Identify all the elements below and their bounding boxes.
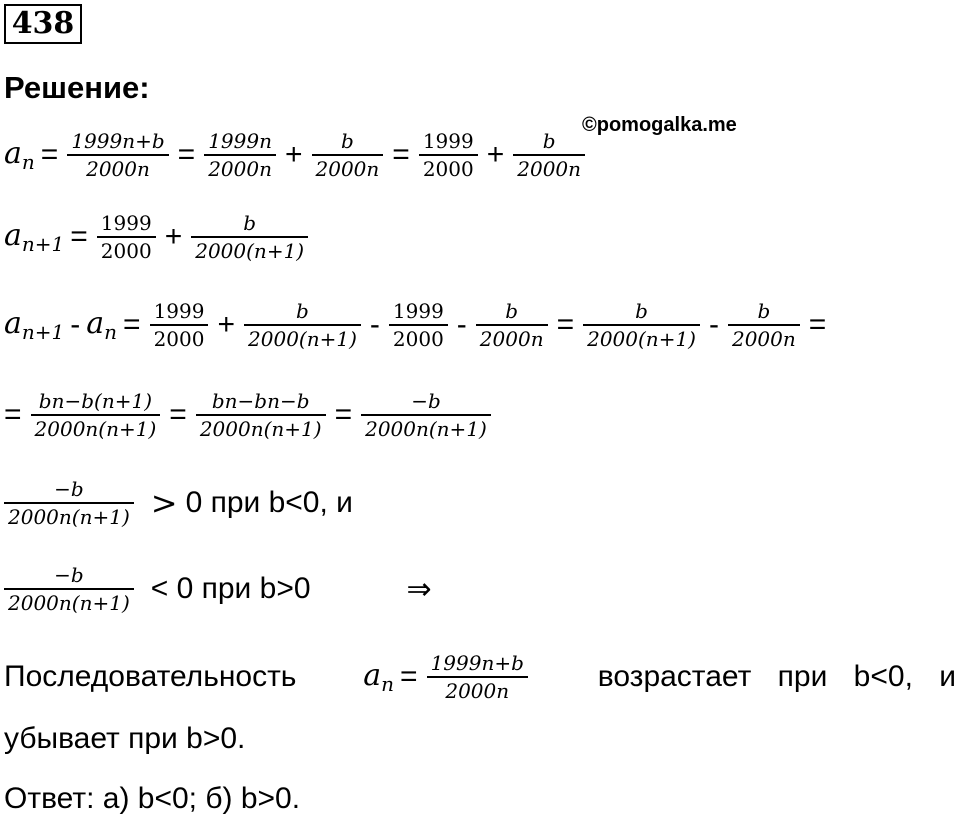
plus-sign: + [284, 138, 303, 171]
plus-sign: + [486, 138, 505, 171]
fraction: $\frac{1999}{2000}$ [419, 128, 478, 182]
equals-sign: = [392, 138, 410, 171]
problem-number: 438 [4, 4, 82, 44]
inequality-text: < 0 при b>0 [150, 572, 311, 605]
greater-than-sign: > [150, 484, 178, 522]
inequality-line-1 [4, 476, 353, 530]
equation-line-4 [4, 388, 494, 442]
fraction: $\frac{bn-b(n+1)}{2000n(n+1)}$ [31, 388, 161, 442]
fraction: $\frac{b}{2000(n+1)}$ [583, 298, 700, 352]
fraction: $\frac{b}{2000(n+1)}$ [244, 298, 361, 352]
fraction: $\frac{1999}{2000}$ [389, 298, 448, 352]
inequality-line-2 [4, 562, 432, 616]
fraction: $\frac{b}{2000n}$ [312, 128, 384, 182]
answer-text: Ответ: а) b<0; б) b>0. [4, 782, 301, 815]
minus-sign: - [369, 308, 380, 341]
equation-line-2 [4, 210, 311, 264]
conclusion-text-end: убывает при b>0. [4, 722, 246, 755]
minus-sign: - [708, 308, 719, 341]
equals-sign: = [40, 138, 59, 171]
equals-sign: = [556, 308, 575, 341]
fraction: $\frac{b}{2000n}$ [513, 128, 585, 182]
conclusion-line [4, 650, 956, 704]
equals-sign: = [334, 398, 353, 431]
sequence-formula [363, 650, 531, 704]
equals-sign: = [177, 138, 196, 171]
watermark: ©pomogalka.me [582, 114, 737, 136]
equation-line-3 [4, 298, 832, 352]
solution-header: Решение: [4, 70, 150, 105]
var-a-n1: $a_{n+1}$ [4, 306, 65, 344]
equation-line-1 [4, 128, 588, 182]
implies-symbol: ⇒ [406, 572, 432, 606]
inequality-text: 0 при b<0, и [185, 486, 353, 519]
fraction: $\frac{1999}{2000}$ [150, 298, 209, 352]
equals-sign: = [808, 308, 827, 341]
fraction: $\frac{1999n+b}{2000n}$ [427, 650, 528, 704]
fraction: $\frac{b}{2000n}$ [728, 298, 800, 352]
fraction: $\frac{-b}{2000n(n+1)}$ [4, 476, 134, 530]
fraction: $\frac{-b}{2000n(n+1)}$ [361, 388, 491, 442]
fraction: $\frac{bn-bn-b}{2000n(n+1)}$ [196, 388, 326, 442]
fraction: $\frac{1999n}{2000n}$ [204, 128, 276, 182]
var-a-n: $a_n$ [363, 658, 395, 696]
equals-sign: = [70, 220, 88, 253]
var-a-n1: $a_{n+1}$ [4, 218, 65, 256]
fraction: $\frac{b}{2000n}$ [476, 298, 548, 352]
plus-sign: + [217, 308, 236, 341]
equals-sign: = [400, 660, 418, 693]
conclusion-text-start: Последовательность [4, 660, 297, 693]
var-a-n: $a_n$ [86, 306, 118, 344]
fraction: $\frac{1999n+b}{2000n}$ [67, 128, 168, 182]
fraction: $\frac{1999}{2000}$ [97, 210, 156, 264]
minus-sign: - [456, 308, 467, 341]
fraction: $\frac{b}{2000(n+1)}$ [191, 210, 308, 264]
minus-sign: - [70, 308, 81, 341]
equals-sign: = [123, 308, 141, 341]
equals-sign: = [169, 398, 187, 431]
equals-sign: = [4, 398, 22, 431]
conclusion-text-mid: возрастает при b<0, и [597, 660, 956, 693]
fraction: $\frac{-b}{2000n(n+1)}$ [4, 562, 134, 616]
plus-sign: + [164, 220, 183, 253]
var-a-n: $a_n$ [4, 136, 35, 174]
